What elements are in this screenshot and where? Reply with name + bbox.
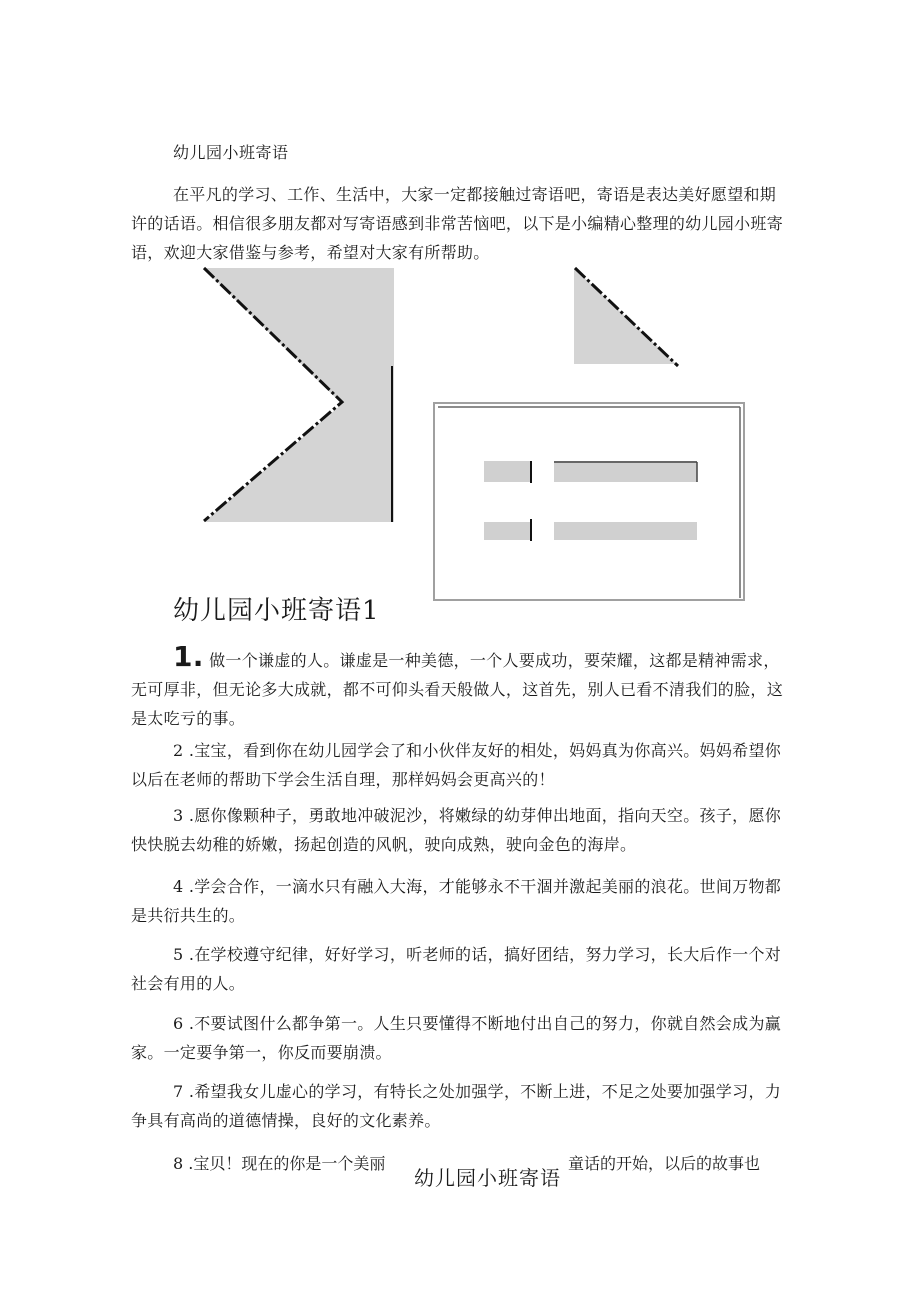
frame-field-2 bbox=[554, 522, 697, 540]
item-7-text: 7 .希望我女儿虚心的学习，有特长之处加强学，不断上进，不足之处要加强学习，力争具有高尚的道德情操，良好的文化素养。 bbox=[131, 1082, 782, 1130]
item-3 bbox=[131, 801, 791, 859]
item-8-start: 8 .宝贝！现在的你是一个美丽 bbox=[173, 1154, 386, 1173]
frame-label-1 bbox=[484, 461, 531, 482]
page-subtitle: 幼儿园小班寄语 bbox=[173, 143, 289, 162]
item-4 bbox=[131, 872, 791, 930]
item-1-number: 1. bbox=[173, 640, 204, 673]
footer-title: 幼儿园小班寄语 bbox=[414, 1166, 561, 1190]
item-2 bbox=[131, 736, 791, 794]
section-title: 幼儿园小班寄语1 bbox=[173, 596, 380, 626]
frame-label-2 bbox=[484, 522, 531, 540]
intro-text: 在平凡的学习、工作、生活中，大家一定都接触过寄语吧，寄语是表达美好愿望和期许的话语。相信很多朋友都对写寄语感到非常苦恼吧，以下是小编精心整理的幼儿园小班寄语，欢迎大家借鉴与参考，希望对大家有所帮助。 bbox=[131, 185, 784, 262]
item-2-text: 2 .宝宝，看到你在幼儿园学会了和小伙伴友好的相处，妈妈真为你高兴。妈妈希望你以后在老师的帮助下学会生活自理，那样妈妈会更高兴的！ bbox=[131, 741, 782, 789]
item-4-text: 4 .学会合作，一滴水只有融入大海，才能够永不干涸并激起美丽的浪花。世间万物都是共衍共生的。 bbox=[131, 877, 782, 925]
frame-field-1 bbox=[554, 461, 697, 482]
intro-paragraph bbox=[131, 180, 791, 267]
item-3-text: 3 .愿你像颗种子，勇敢地冲破泥沙，将嫩绿的幼芽伸出地面，指向天空。孩子，愿你快快脱去幼稚的娇嫩，扬起创造的风帆，驶向成熟，驶向金色的海岸。 bbox=[131, 806, 782, 854]
frame-outer bbox=[434, 403, 744, 600]
item-5-text: 5 .在学校遵守纪律，好好学习，听老师的话，搞好团结，努力学习，长大后作一个对社会有用的人。 bbox=[131, 945, 782, 993]
item-6-text: 6 .不要试图什么都争第一。人生只要懂得不断地付出自己的努力，你就自然会成为赢家。一定要争第一，你反而要崩溃。 bbox=[131, 1014, 782, 1062]
item-1 bbox=[131, 642, 791, 733]
item-8-end: 童话的开始，以后的故事也 bbox=[568, 1154, 761, 1173]
item-1-text: 做一个谦虚的人。谦虚是一种美德，一个人要成功，要荣耀，这都是精神需求，无可厚非，但无论多大成就，都不可仰头看天般做人，这首先，别人已看不清我们的脸，这是太吃亏的事。 bbox=[131, 651, 784, 728]
item-5 bbox=[131, 940, 791, 998]
arrow-shape bbox=[203, 268, 394, 522]
item-7 bbox=[131, 1077, 791, 1135]
item-6 bbox=[131, 1009, 791, 1067]
